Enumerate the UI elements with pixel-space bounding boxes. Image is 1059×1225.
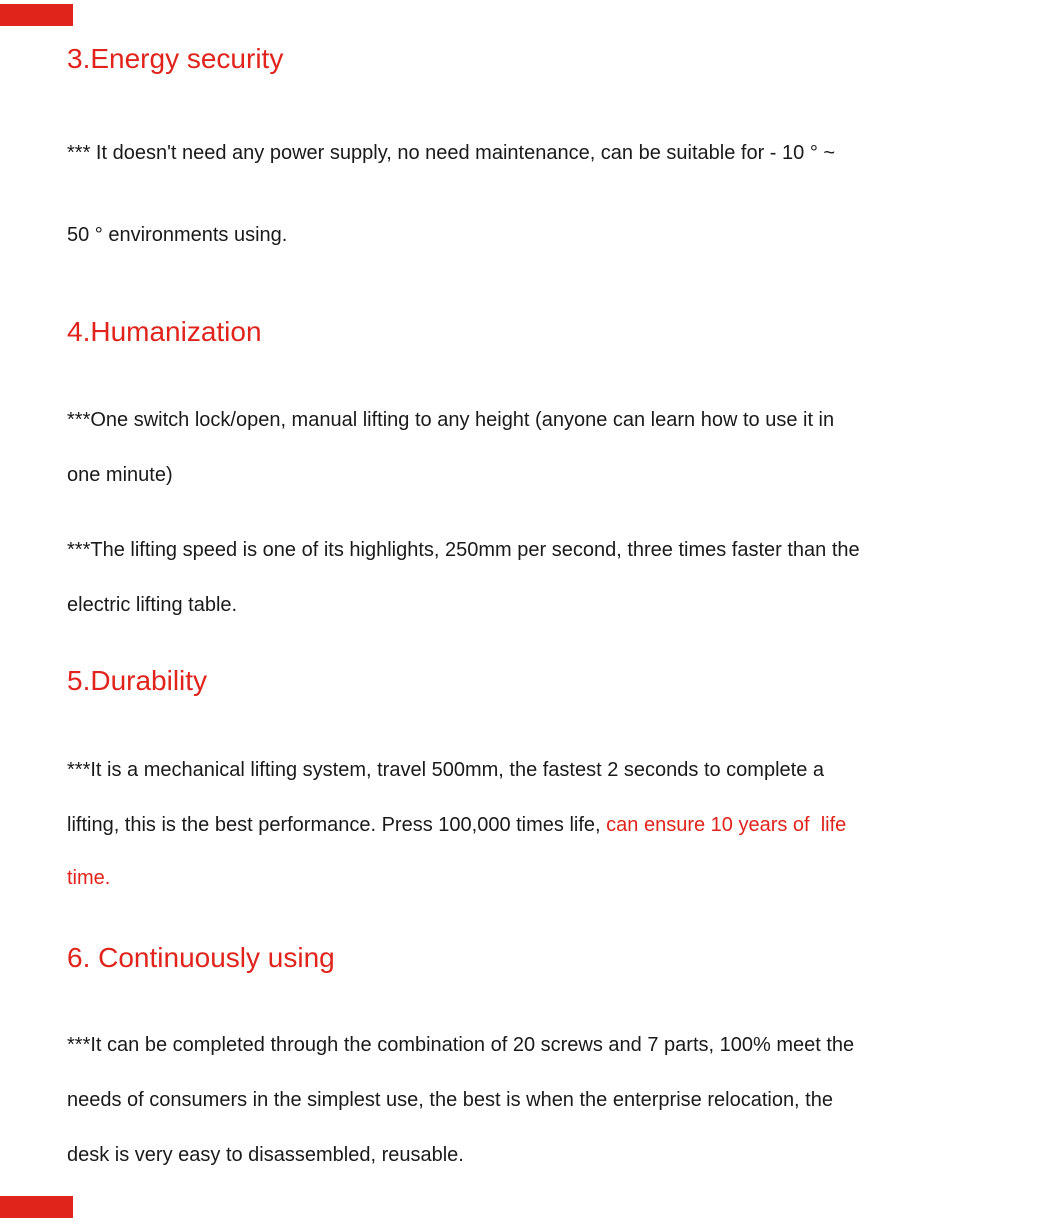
highlight-text-span: can ensure 10 years of life [606, 814, 847, 836]
text-span: *** It doesn't need any power supply, no need maintenance, can be suitable for - 10 ° ~ [67, 142, 836, 164]
text-span: one minute) [67, 464, 173, 486]
paragraph-line [67, 756, 1009, 784]
section-heading-continuously-using: 6. Continuously using [67, 942, 335, 973]
paragraph-line [67, 406, 1009, 434]
text-span: ***One switch lock/open, manual lifting to any height (anyone can learn how to use it in [67, 409, 835, 431]
paragraph-line [67, 1031, 1009, 1059]
section-heading-humanization: 4.Humanization [67, 316, 262, 347]
paragraph-line [67, 864, 1009, 892]
section-energy-security [67, 42, 1009, 249]
paragraph-line [67, 139, 1009, 167]
paragraph-line [67, 221, 1009, 249]
section-heading-energy-security: 3.Energy security [67, 43, 284, 74]
paragraph-line [67, 461, 1009, 489]
text-span: 50 ° environments using. [67, 224, 288, 246]
paragraph-line [67, 811, 1009, 839]
text-span: electric lifting table. [67, 594, 238, 616]
paragraph-line [67, 536, 1009, 564]
section-continuously-using [67, 941, 1009, 1169]
text-span: desk is very easy to disassembled, reusable. [67, 1144, 464, 1166]
text-span: lifting, this is the best performance. Press 100,000 times life, [67, 814, 607, 836]
red-divider-bar-top [0, 4, 73, 26]
highlight-text-span: time. [67, 867, 111, 889]
text-span: ***It is a mechanical lifting system, travel 500mm, the fastest 2 seconds to complete a [67, 759, 825, 781]
red-divider-bar-bottom [0, 1196, 73, 1218]
section-heading-durability: 5.Durability [67, 665, 208, 696]
section-humanization [67, 315, 1009, 619]
paragraph-line [67, 591, 1009, 619]
text-span: ***It can be completed through the combination of 20 screws and 7 parts, 100% meet the [67, 1034, 855, 1056]
text-span: ***The lifting speed is one of its highlights, 250mm per second, three times faster than the [67, 539, 860, 561]
paragraph-line [67, 1141, 1009, 1169]
paragraph-line [67, 1086, 1009, 1114]
section-durability [67, 664, 1009, 892]
text-span: needs of consumers in the simplest use, the best is when the enterprise relocation, the [67, 1089, 833, 1111]
